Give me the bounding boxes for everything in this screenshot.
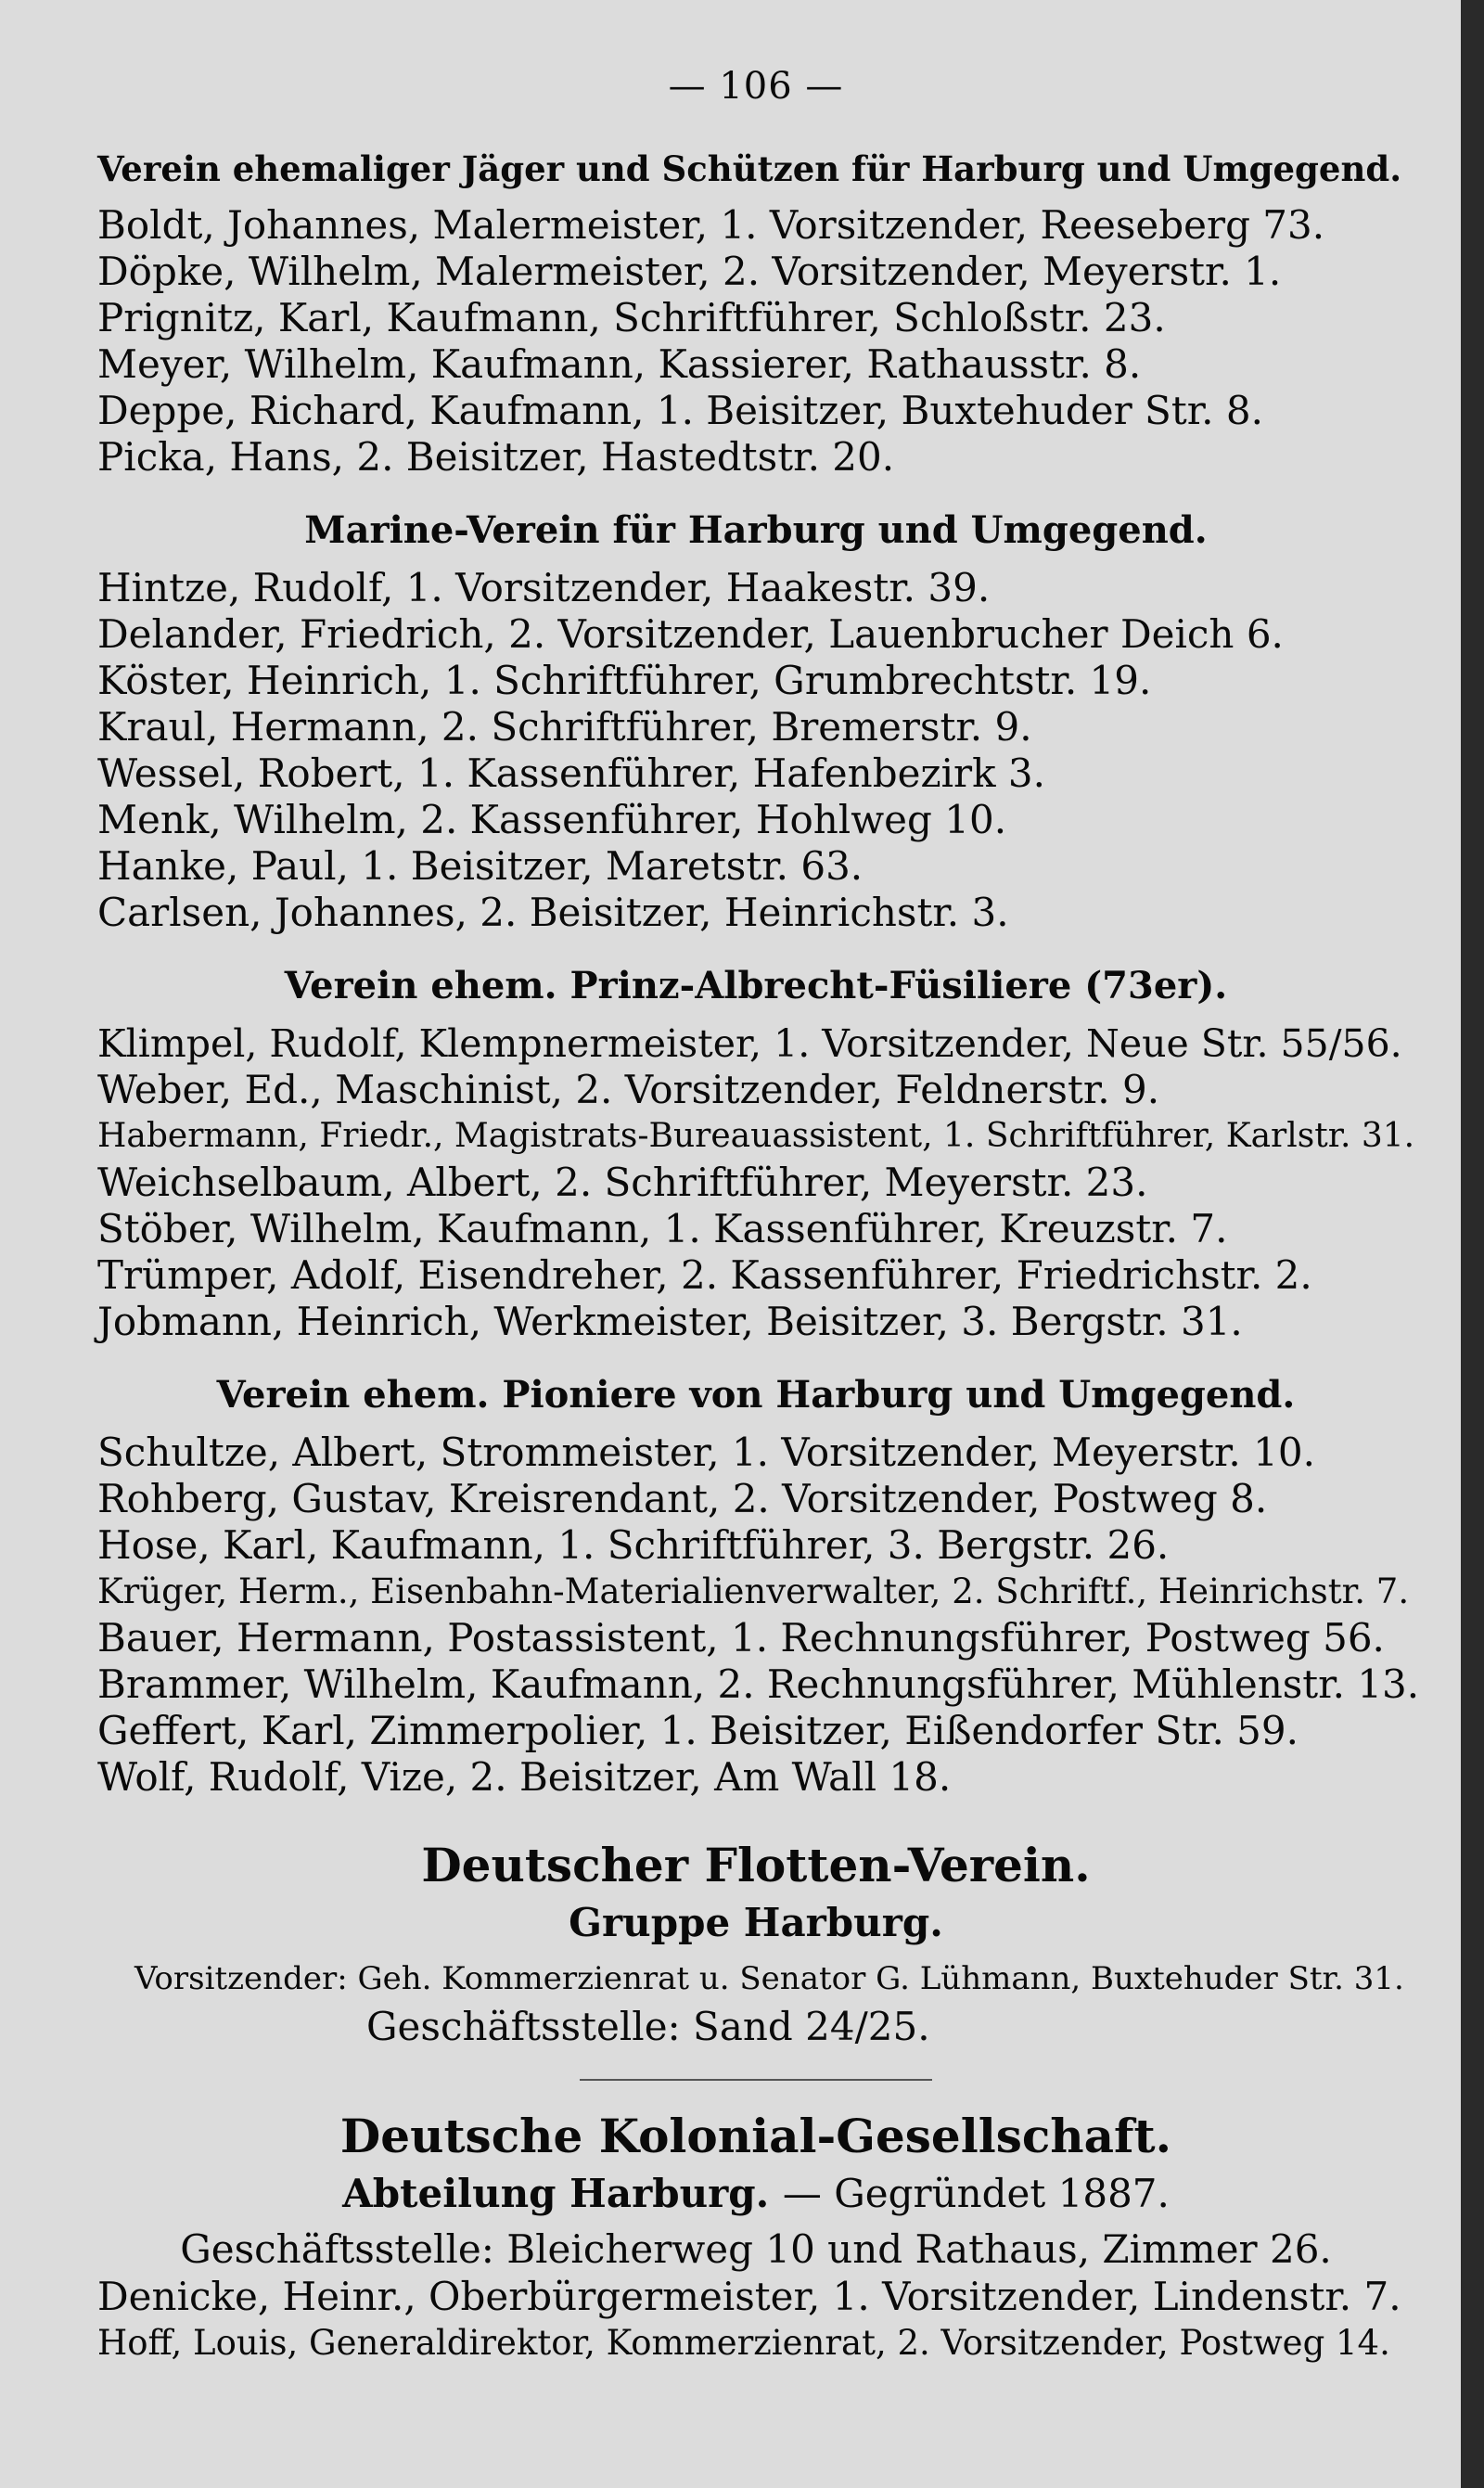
member-list	[88, 1430, 1424, 1801]
member-entry: Weber, Ed., Maschinist, 2. Vorsitzender, Feldnerstr. 9.	[97, 1067, 1160, 1112]
chairman-line: Vorsitzender: Geh. Kommerzienrat u. Senator G. Lühmann, Buxtehuder Str. 31.	[134, 1960, 1404, 1997]
section-flottenverein	[88, 1838, 1424, 2051]
member-entry: Klimpel, Rudolf, Klempnermeister, 1. Vorsitzender, Neue Str. 55/56.	[97, 1021, 1402, 1066]
member-entry: Rohberg, Gustav, Kreisrendant, 2. Vorsitzender, Postweg 8.	[97, 1476, 1268, 1521]
member-entry: Delander, Friedrich, 2. Vorsitzender, Lauenbrucher Deich 6.	[97, 611, 1284, 657]
member-entry: Hanke, Paul, 1. Beisitzer, Maretstr. 63.	[97, 843, 864, 889]
subtitle-founded: — Gegründet 1887.	[782, 2171, 1170, 2216]
member-entry: Kraul, Hermann, 2. Schriftführer, Bremerstr. 9.	[97, 704, 1032, 750]
page-content	[88, 65, 1424, 2394]
member-entry: Hintze, Rudolf, 1. Vorsitzender, Haakestr. 39.	[97, 565, 991, 610]
section-kolonial-gesellschaft	[88, 2109, 1424, 2366]
office-line: Geschäftsstelle: Sand 24/25.	[366, 2004, 930, 2049]
member-entry: Bauer, Hermann, Postassistent, 1. Rechnungsführer, Postweg 56.	[97, 1615, 1385, 1661]
section-subtitle: Gruppe Harburg.	[569, 1900, 943, 1945]
member-entry: Stöber, Wilhelm, Kaufmann, 1. Kassenführer, Kreuzstr. 7.	[97, 1206, 1228, 1251]
member-entry: Jobmann, Heinrich, Werkmeister, Beisitzer, 3. Bergstr. 31.	[97, 1299, 1243, 1344]
page-edge-shadow	[1461, 0, 1484, 2488]
section-title: Verein ehem. Prinz-Albrecht-Füsiliere (73er).	[284, 964, 1228, 1007]
member-entry: Meyer, Wilhelm, Kaufmann, Kassierer, Rathausstr. 8.	[97, 341, 1142, 387]
section-title: Deutscher Flotten-Verein.	[421, 1838, 1091, 1892]
member-entry: Wessel, Robert, 1. Kassenführer, Hafenbezirk 3.	[97, 750, 1045, 796]
section-title: Verein ehem. Pioniere von Harburg und Umgegend.	[216, 1373, 1296, 1417]
member-list	[88, 2274, 1424, 2366]
section-jaeger-schuetzen	[88, 148, 1424, 481]
subtitle-bold: Abteilung Harburg.	[342, 2171, 770, 2216]
page-number: — 106 —	[668, 65, 844, 108]
member-entry: Carlsen, Johannes, 2. Beisitzer, Heinrichstr. 3.	[97, 890, 1009, 935]
member-entry: Prignitz, Karl, Kaufmann, Schriftführer, Schloßstr. 23.	[97, 295, 1166, 340]
member-entry: Weichselbaum, Albert, 2. Schriftführer, Meyerstr. 23.	[97, 1160, 1148, 1205]
member-entry: Menk, Wilhelm, 2. Kassenführer, Hohlweg 10.	[97, 797, 1007, 842]
section-title: Marine-Verein für Harburg und Umgegend.	[304, 508, 1208, 552]
member-entry: Geffert, Karl, Zimmerpolier, 1. Beisitzer, Eißendorfer Str. 59.	[97, 1708, 1298, 1753]
member-list	[88, 202, 1424, 481]
member-list	[88, 1020, 1424, 1345]
section-pioniere	[88, 1373, 1424, 1801]
member-list	[88, 565, 1424, 936]
member-entry: Picka, Hans, 2. Beisitzer, Hastedtstr. 20.	[97, 434, 895, 480]
member-entry: Trümper, Adolf, Eisendreher, 2. Kassenführer, Friedrichstr. 2.	[97, 1252, 1312, 1298]
divider	[580, 2079, 932, 2081]
section-fuesiliere	[88, 964, 1424, 1345]
member-entry: Hose, Karl, Kaufmann, 1. Schriftführer, 3. Bergstr. 26.	[97, 1522, 1170, 1568]
section-title: Deutsche Kolonial-Gesellschaft.	[339, 2109, 1172, 2163]
member-entry: Habermann, Friedr., Magistrats-Bureauassistent, 1. Schriftführer, Karlstr. 31.	[97, 1117, 1415, 1155]
member-entry: Krüger, Herm., Eisenbahn-Materialienverwalter, 2. Schriftf., Heinrichstr. 7.	[97, 1571, 1410, 1611]
section-subtitle	[88, 2171, 1424, 2216]
member-entry: Köster, Heinrich, 1. Schriftführer, Grumbrechtstr. 19.	[97, 658, 1152, 703]
section-marine-verein	[88, 508, 1424, 936]
office-line: Geschäftsstelle: Bleicherweg 10 und Rathaus, Zimmer 26.	[180, 2226, 1332, 2272]
member-entry: Boldt, Johannes, Malermeister, 1. Vorsitzender, Reeseberg 73.	[97, 202, 1325, 248]
member-entry: Deppe, Richard, Kaufmann, 1. Beisitzer, Buxtehuder Str. 8.	[97, 388, 1263, 433]
member-entry: Schultze, Albert, Strommeister, 1. Vorsitzender, Meyerstr. 10.	[97, 1430, 1315, 1475]
member-entry: Hoff, Louis, Generaldirektor, Kommerzienrat, 2. Vorsitzender, Postweg 14.	[97, 2323, 1390, 2363]
member-entry: Denicke, Heinr., Oberbürgermeister, 1. Vorsitzender, Lindenstr. 7.	[97, 2274, 1401, 2319]
section-title: Verein ehemaliger Jäger und Schützen für Harburg und Umgegend.	[97, 148, 1402, 189]
member-entry: Wolf, Rudolf, Vize, 2. Beisitzer, Am Wall 18.	[97, 1754, 952, 1800]
member-entry: Döpke, Wilhelm, Malermeister, 2. Vorsitzender, Meyerstr. 1.	[97, 249, 1282, 294]
member-entry: Brammer, Wilhelm, Kaufmann, 2. Rechnungsführer, Mühlenstr. 13.	[97, 1661, 1420, 1707]
